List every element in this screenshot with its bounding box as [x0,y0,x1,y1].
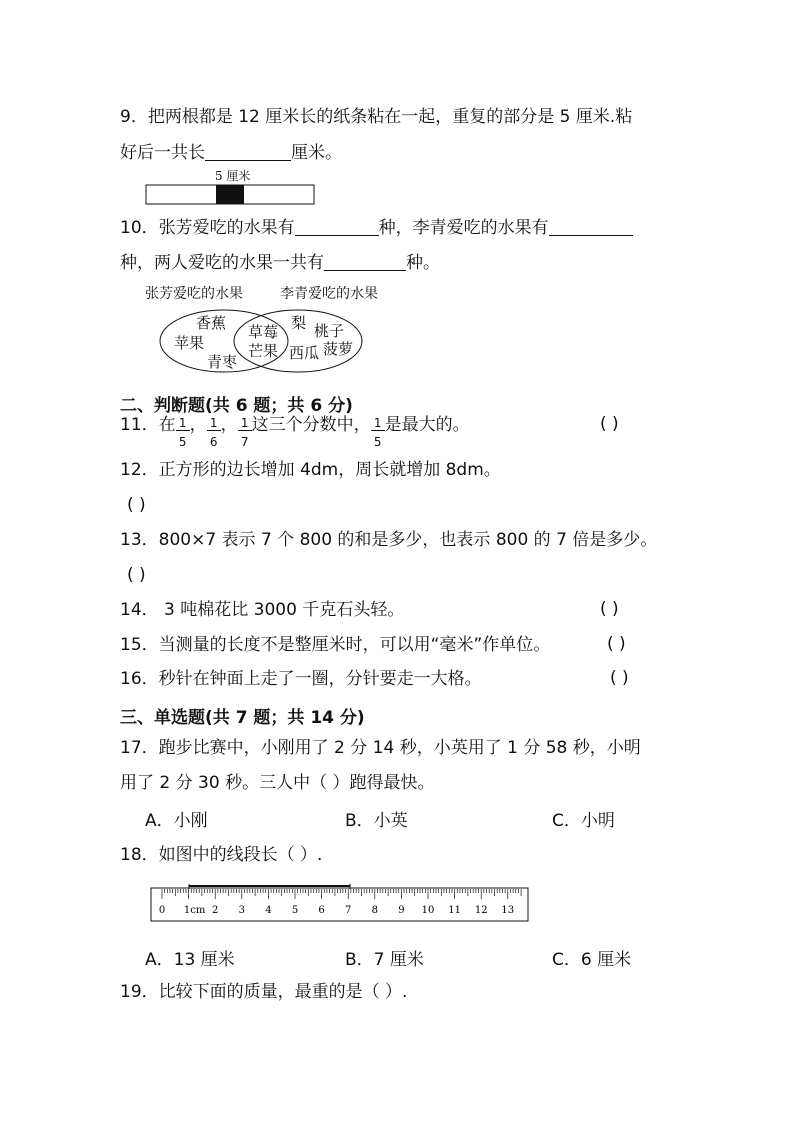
venn-title-a: 张芳爱吃的水果 [145,286,243,302]
q18-option-a[interactable]: A．13 厘米 [145,950,235,970]
q9-overlap-segment [216,185,244,204]
q11-answer-paren[interactable]: ( ) [600,414,619,434]
q10-text-d: 种。 [406,253,440,273]
q12-answer-paren[interactable]: ( ) [127,495,146,515]
fraction: $\frac{1}{5}$ [371,416,385,449]
ruler-label: 0 [158,905,166,916]
q17-option-a[interactable]: A．小刚 [145,811,208,831]
q10-line1 [120,217,633,239]
venn-item: 香蕉 [196,314,227,332]
ruler-label: 3 [238,905,245,916]
venn-item: 苹果 [174,334,205,352]
q10-blank-2[interactable] [549,217,633,236]
q10-line2 [120,252,440,274]
q9-answer-blank[interactable] [205,142,291,161]
ruler-label: 4 [265,905,272,916]
venn-item: 青枣 [207,353,238,371]
ruler-label: 11 [448,905,461,916]
venn-item: 芒果 [248,342,279,360]
q13-text: 13．800×7 表示 7 个 800 的和是多少，也表示 800 的 7 倍是多少。 [120,530,658,550]
ruler-label: 8 [371,905,378,916]
q10-blank-3[interactable] [324,252,406,271]
q16-answer-paren[interactable]: ( ) [610,668,629,688]
ruler-label: 9 [398,905,405,916]
ruler-label: 13 [501,905,515,916]
fraction: $\frac{1}{7}$ [238,416,252,449]
q9-text-b: 厘米。 [291,143,342,163]
q18-option-b[interactable]: B．7 厘米 [345,950,424,970]
q12-text: 12．正方形的边长增加 4dm，周长就增加 8dm。 [120,460,501,480]
q18-option-c[interactable]: C．6 厘米 [552,950,632,970]
q10-blank-1[interactable] [295,217,379,236]
q17-line2: 用了 2 分 30 秒。三人中（ ）跑得最快。 [120,773,435,793]
ruler-label: 1cm [183,905,206,916]
venn-item: 西瓜 [289,344,320,362]
q10-text-b: 种，李青爱吃的水果有 [378,218,549,238]
q17-line1: 17．跑步比赛中，小刚用了 2 分 14 秒，小英用了 1 分 58 秒，小明 [120,738,641,758]
q10-text-c: 种，两人爱吃的水果一共有 [120,253,324,273]
q19-text: 19．比较下面的质量，最重的是（ ）. [120,982,408,1002]
section-2-heading: 二、判断题(共 6 题；共 6 分) [120,396,353,416]
fraction: $\frac{1}{5}$ [176,416,190,449]
q11-suffix: 是最大的。 [384,415,470,435]
q15-text: 15．当测量的长度不是整厘米时，可以用“毫米”作单位。 [120,635,551,655]
ruler-label: 6 [318,905,325,916]
q10-text-a: 10．张芳爱吃的水果有 [120,218,295,238]
q17-option-b[interactable]: B．小英 [345,811,408,831]
q11-line: 11．在 $\frac{1}{5}$ ， $\frac{1}{6}$ ， $\frac{1}{7}$ 这三个分数中， $\frac{1}{5}$ 是最大的。 [120,415,470,449]
q9-text-a: 好后一共长 [120,143,205,163]
venn-item: 梨 [291,314,307,332]
q9-line2 [120,142,342,164]
q14-text: 14． 3 吨棉花比 3000 千克石头轻。 [120,600,405,620]
q18-text: 18．如图中的线段长（ ）. [120,845,323,865]
q14-answer-paren[interactable]: ( ) [600,599,619,619]
ruler-label: 7 [345,905,352,916]
fraction: $\frac{1}{6}$ [207,416,221,449]
q9-strip-figure [145,184,317,206]
ruler-label: 2 [212,905,219,916]
venn-item: 草莓 [248,323,279,341]
venn-title-b: 李青爱吃的水果 [280,286,378,302]
q11-prefix: 11．在 [120,415,176,435]
ruler-label: 5 [291,905,299,916]
venn-item: 菠萝 [323,340,354,358]
q15-answer-paren[interactable]: ( ) [607,634,626,654]
q16-text: 16．秒针在钟面上走了一圈，分针要走一大格。 [120,669,482,689]
q11-mid: 这三个分数中， [251,415,371,435]
q9-line1: 9．把两根都是 12 厘米长的纸条粘在一起，重复的部分是 5 厘米.粘 [120,107,633,127]
ruler-label: 10 [421,905,435,916]
q17-option-c[interactable]: C．小明 [552,811,615,831]
section-3-heading: 三、单选题(共 7 题；共 14 分) [120,708,365,728]
q9-figure-label: 5 厘米 [215,169,251,183]
venn-item: 桃子 [314,322,345,340]
ruler-figure [150,884,530,924]
q13-answer-paren[interactable]: ( ) [127,565,146,585]
ruler-label: 12 [474,905,488,916]
